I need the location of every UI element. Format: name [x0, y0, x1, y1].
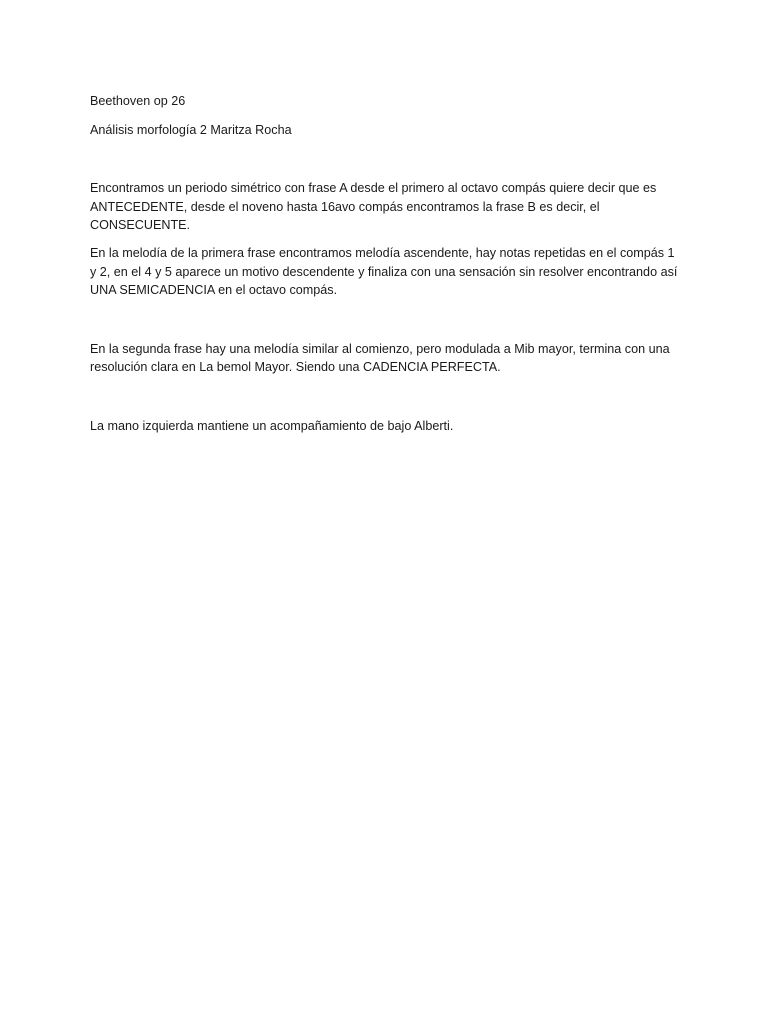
- paragraph-second-phrase: En la segunda frase hay una melodía similar al comienzo, pero modulada a Mib mayor, termina con una resolución clara en La bemol Mayor. Siendo una CADENCIA PERFECTA.: [90, 341, 670, 375]
- paragraph-first-phrase: En la melodía de la primera frase encontramos melodía ascendente, hay notas repetidas en el compás 1 y 2, en el 4 y 5 aparece un motivo descendente y finaliza con una sensación sin resolver encontrando así UNA SEMICADENCIA en el octavo compás.: [90, 245, 678, 298]
- paragraph-period-structure: Encontramos un periodo simétrico con frase A desde el primero al octavo compás quiere decir que es ANTECEDENTE, desde el noveno hasta 16avo compás encontramos la frase B es decir, el CONSECUENTE.: [90, 181, 657, 233]
- paragraph-left-hand: La mano izquierda mantiene un acompañamiento de bajo Alberti.: [90, 418, 454, 433]
- document-subtitle: Análisis morfología 2 Maritza Rocha: [90, 122, 292, 137]
- document-body: [90, 92, 682, 436]
- document-title: Beethoven op 26: [90, 94, 186, 108]
